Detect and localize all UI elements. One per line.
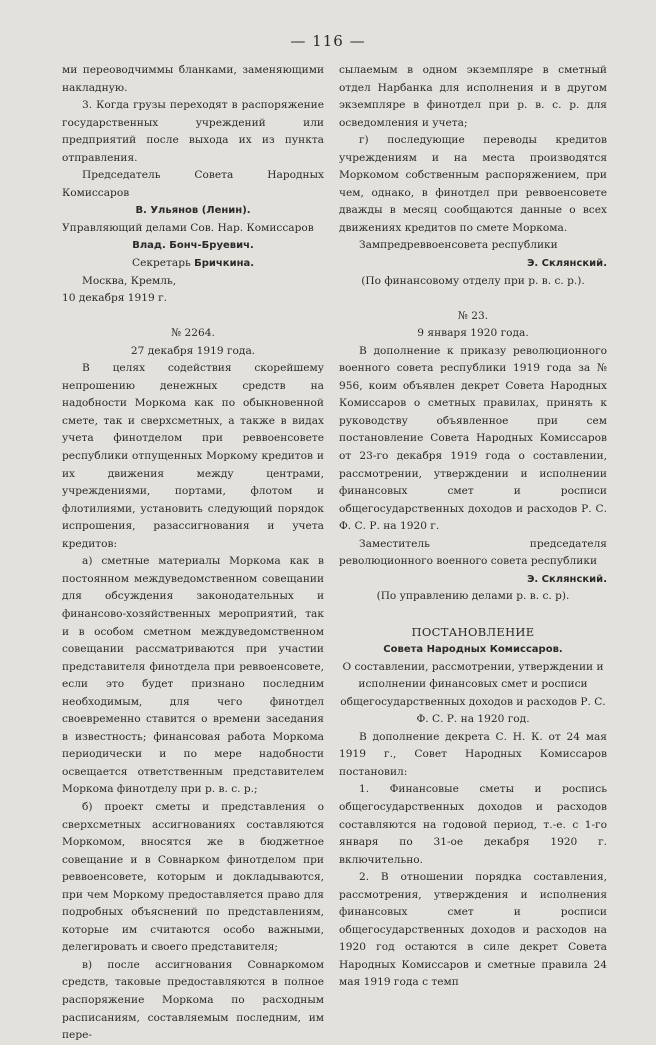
signing-place: Москва, Кремль, (82, 274, 177, 287)
paragraph-item-a: а) сметные материалы Моркома как в постоянном междуведомственном совещании для обсуждения законодательных и финансово-хозяйственных мероприятий, так и в особом сметном междуведомственном совещании рассматриваются при участии представителя финотдела при реввоенсовете, если это будет признано последним необходимым, для чего финотдел своевременно ставится о времени заседания в известность; финансовая работа Моркома периодически и по мере надобности освещается ответственным представителем Моркома финотделу при р. в. с. р.; (62, 555, 324, 796)
signature-role-secretary: Секретарь (131, 257, 191, 270)
paragraph-item-b: б) проект сметы и представления о сверхсметных ассигнованиях составляются Моркомом, вносятся же в бюджетное совещание и в Совнарком финотделом при реввоенсовете, которым и докладываются, при чем Моркому предоставляется право для подробных объяснений по представлениям, которые им считаются особо важными, делегировать и своего представителя; (62, 800, 324, 954)
document-date: 9 января 1920 года. (417, 327, 529, 340)
paragraph-preamble: В целях содействия скорейшему непрошению денежных средств на надобности Моркома как по обыкновенной смете, так и сверхсметных, а также в видах учета финотделом при реввоенсовете республики отпущенных Моркому кредитов и их движения между центрами, учреждениями, портами, флотом и флотилиями, установить следующий порядок испрошения, разассигнования и учета кредитов: (62, 362, 324, 550)
signature-name-deputy: Э. Склянский. (527, 258, 607, 270)
signature-role-deputy: Зампредреввоенсовета республики (359, 239, 558, 252)
document-number: № 23. (457, 309, 489, 322)
department-note-finance: (По финансовому отделу при р. в. с. р.). (361, 274, 585, 287)
signature-name-chairman: В. Ульянов (Ленин). (135, 205, 251, 217)
paragraph-preamble: В дополнение декрета С. Н. К. от 24 мая 1919 г., Совет Народных Комиссаров постановил: (339, 730, 607, 778)
page-number: — 116 — (290, 32, 366, 50)
paragraph-continuation: сылаемым в одном экземпляре в сметный отдел Нарбанка для исполнения и в другом экземпляре в финотдел при р. в. с. р. для осведомления и учета; (339, 64, 607, 129)
paragraph-order: В дополнение к приказу революционного военного совета республики 1919 года за № 956, коим объявлен декрет Совета Народных Комиссаров о сметных правилах, принять к руководству объявленное при сем постановление Совета Народных Комиссаров от 23-го декабря 1919 года о составлении, рассмотрении, утверждении и исполнении финансовых смет и росписи общегосударственных доходов и расходов Р. С. Ф. С. Р. на 1920 г. (339, 344, 607, 533)
signature-role-deputy-chairman: Заместитель председателя революционного военного совета республики (339, 537, 607, 568)
resolution-title: ПОСТАНОВЛЕНИЕ (411, 624, 535, 639)
department-note-management: (По управлению делами р. в. с. р). (376, 590, 570, 603)
document-date: 27 декабря 1919 года. (130, 344, 256, 357)
resolution-subject: О составлении, рассмотрении, утверждении и исполнении финансовых смет и росписи общегосударственных доходов и расходов Р. С. Ф. С. Р. на 1920 год. (340, 660, 606, 726)
paragraph-item-v: в) после ассигнования Совнаркомом средств, таковые предоставляются в полное распоряжение Моркома по расходным расписаниям, составляемым последним, им пере- (62, 958, 324, 1042)
paragraph-point-3: 3. Когда грузы переходят в распоряжение государственных учреждений или предприятий после выхода их из пункта отправления. (62, 99, 324, 164)
signature-role-manager: Управляющий делами Сов. Нар. Комиссаров (62, 221, 314, 234)
left-column (62, 62, 324, 1045)
signature-name-deputy-chairman: Э. Склянский. (527, 573, 607, 585)
right-column (339, 62, 607, 992)
signature-secretary (62, 255, 324, 273)
signature-role-chairman: Председатель Совета Народных Комиссаров (62, 169, 324, 199)
document-number: № 2264. (171, 327, 215, 340)
signature-name-manager: Влад. Бонч-Бруевич. (132, 240, 254, 252)
paragraph-continuation: ми переоводчиммы бланками, заменяющими накладную. (62, 64, 324, 94)
paragraph-point-2: 2. В отношении порядка составления, рассмотрения, утверждения и исполнения финансовых смет и росписи общегосударственных доходов и расходов на 1920 год остаются в силе декрет Совета Народных Комиссаров и сметные правила 24 мая 1919 года с темп (339, 871, 607, 989)
resolution-subtitle: Совета Народных Комиссаров. (383, 644, 563, 656)
paragraph-item-g: г) последующие переводы кредитов учреждениям и на места производятся Моркомом собственным распоряжением, при чем, однако, в финотдел при реввоенсовете дважды в месяц сообщаются данные о всех движениях кредитов по смете Моркома. (339, 134, 607, 234)
paragraph-point-1: 1. Финансовые сметы и роспись общегосударственных доходов и расходов составляются на годовой период, т.-е. с 1-го января по 31-ое декабря 1920 г. включительно. (339, 783, 607, 866)
signing-date: 10 декабря 1919 г. (62, 292, 168, 305)
signature-name-secretary: Бричкина. (194, 258, 255, 270)
